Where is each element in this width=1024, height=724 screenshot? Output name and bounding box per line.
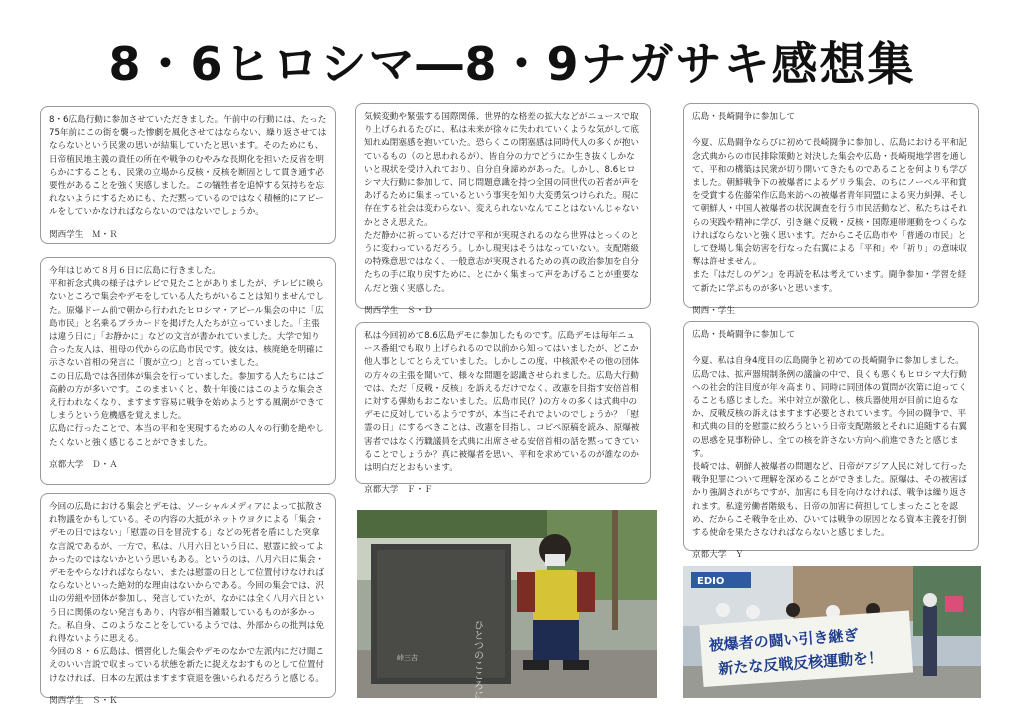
essay-text: 私は今回初めて8.6広島デモに参加したものです。広島デモは毎年ニュース番組でも取り上げられるので以前から知ってはいましたが、どこか他人事としてとらえていました。しかしこの度、中核派やその他の団体の方々の主張を聞いて、様々な問題を認識させられました。広島大行動では、ただ「反戦・反核」を訴えるだけでなく、改憲を目指す安倍首相に対する弾劾もおこないました。広島市民(？)の方々の多くは式典中のデモに反対しているようですが、本当にそれでよいのでしょうか？「慰霊の日」にするべきことは、改憲を目指し、コピペ原稿を読み、原爆被害者ではなく汚職議員を式典に出席させる安倍首相の話を黙ってきていることでしょうか？真に被爆者を思い、平和を求めているのが誰なのかは明白だとおもいます。 xyxy=(364,331,640,474)
essay-text: 気候変動や緊張する国際関係、世界的な格差の拡大などがニュースで取り上げられるたびに、私は未来が徐々に失われていくような気がして底知れぬ閉塞感を抱いていた。恐らくこの閉塞感は同時代人の多くが抱いているもの（のと思われるが）、皆自分の力でどうにか生き抜くしかないと現状を受け入れており、自分自身諦めがあった。しかし、8.6ヒロシマ大行動に参加して、同じ問題意識を持つ全国の同世代の若者が声をあげるために集まっているという事実を知り大変勇気つけられた。現に存在する社会は変わらない、変えられないなんてことはないんじゃないかとさえ思えた。 ただ静かに祈っているだけで平和が実現されるのなら世界はとっくのとうに変わっているだろう。しかし現実はそうはなっていない。支配階級の特殊意思ではなく、一般意志が実現されるための真の政治参加を自分たちの手に取り戻すために、とにかく集まって声をあげることが重要なんだと強く実感した。 xyxy=(364,112,640,294)
essay-card-2 xyxy=(40,257,336,485)
essay-signature: 関西学生 Ｓ・Ｋ xyxy=(49,695,118,706)
essay-text: 広島・長崎闘争に参加して 今夏、私は自身4度目の広島闘争と初めての長崎闘争に参加しました。広島では、拡声器規制条例の議論の中で、良くも悪くもヒロシマ大行動への社会的注目度が年々高まり、同時に同団体の質問が次第に迫ってくることも感じました。米中対立が激化し、核兵器使用が目前に迫るなか、反戦反核の訴えはますます必要とされています。今回の闘争で、平和式典の目的を慰霊に絞ろうという日帝支配階級とそれに追随する右翼の思惑を見事粉砕し、全ての核を許さない方向へ前進できたと感じます。 長崎では、朝鮮人被爆者の問題など、日帝がアジア人民に対して行った戦争犯罪について理解を深めることができました。原爆は、その被害ばかり強調されがちですが、加害にも目を向けなければ、戦争は繰り返されます。私達労働者階級も、日帝の加害に荷担してしまったことを認め、だからこそ戦争を止め、ひいては戦争の原因となる資本主義を打倒する使命を果たさなければならないと感じました。 xyxy=(692,330,968,539)
essay-signature: 関西・学生 xyxy=(692,305,735,316)
essay-text: 8・6広島行動に参加させていただきました。午前中の行動には、たった75年前にこの街を襲った惨劇を風化させてはならない、繰り返させてはならないという民衆の思いが結集していたと思います。そのためにも、日帝植民地主義の責任の所在や戦争のむやみな長期化を担いた反省を明らかにすることも、民衆の立場から反核・反核を断固として貫き通す必要性があることを強く実感しました。この犠牲者を追悼する気持ちを忘れないようにするためにも、ただ黙っているのではなく積極的にアピールをしていかなければならないのではないでしょうか。 xyxy=(49,115,327,218)
store-sign: EDIO xyxy=(697,576,725,587)
stone-signature: 峠三吉 xyxy=(397,654,418,662)
essay-card-5 xyxy=(355,322,651,496)
essay-signature: 京都大学 Ｆ・Ｆ xyxy=(364,485,433,496)
essay-card-3 xyxy=(40,493,336,706)
demonstration-banner-photo xyxy=(683,566,981,698)
essay-text: 今回の広島における集会とデモは、ソーシャルメディアによって拡散され物議をかもしている。その内容の大抵がネットウヨクによる「集会・デモの日ではない」「慰霊の日を冒涜する」などの死者を盾にした突拿な言説であるが、一方で、私は、八月六日という日に、慰霊に絞ってよかったのではないかという思いもある。というのは、八月六日に集会・デモをやらなければならない、または慰霊の日として位置付けなければならないといった絶対的な理由はないからである。今回の集会では、沢山の労組や団体が参加し、発言していたが、なかには全く八月六日という日に関係のない発言もあり、内容が相当雑駁しているものが多かった。私自身、このようなことをしているようでは、外部からの批判は免れ得ないように思える。 今回の８・６広島は、慣習化した集会やデモのなかで左派内にだけ聞こえのいい言説で収まっている状態を新たに捉えなおすものとして位置付けなければ、日本の左派はますます衰退を強いられるだろうと感じる。 xyxy=(49,502,325,684)
essay-card-6 xyxy=(683,103,979,316)
essay-card-4 xyxy=(355,103,651,316)
page-title: 8・6ヒロシマ―8・9ナガサキ感想集 xyxy=(108,37,916,91)
essay-card-1 xyxy=(40,106,336,244)
banner-line-1: 被爆者の闘い引き継ぎ xyxy=(708,626,860,655)
essay-card-7 xyxy=(683,321,979,561)
memorial-stone-photo xyxy=(357,510,657,698)
banner-line-2: 新たな反戦反核運動を！ xyxy=(717,648,884,678)
stone-inscription: ひとつのこころに xyxy=(471,620,483,700)
essay-signature: 京都大学 Ｙ xyxy=(692,550,744,561)
essay-signature: 京都大学 Ｄ・Ａ xyxy=(49,459,118,470)
essay-signature: 関西学生 Ｍ・Ｒ xyxy=(49,229,118,240)
essay-text: 広島・長崎闘争に参加して 今夏、広島闘争ならびに初めて長崎闘争に参加し、広島における平和記念式典からの市民排除策動と対決した集会や広島・長崎現地学習を通して、平和の構築は民衆が切り開いてきたものであることを何よりも学びました。朝鮮戦争下の被爆者によるゲリラ集会、のちにノーベル平和賞を受賞する佐藤栄作広島来訪への被爆者青年同盟による実力糾弾、そして朝鮮人・中国人被爆者の状況調査を行う市民活動など、私たちはそれらの実践や精神に学び、引き継ぐ反戦・反核・国際連帯運動をつくらなければならないと強く思います。だからこそ広島市や「普通の市民」として登場し集会妨害を行なった右翼による「平和」や「祈り」の意味収奪は許せません。 また『はだしのゲン』を再読を私は考えています。闘争参加・学習を経て新たに学ぶものが多いと思います。 xyxy=(692,112,968,294)
essay-text: 今年はじめて８月６日に広島に行きました。 平和祈念式典の様子はテレビで見たことがありましたが、テレビに映らないところで集会やデモをしている人たちがいることは知りませんでした。原爆ドーム前で朝から行われたヒロシマ・アピール集会の中に「広島市民」と名乗るプラカードを掲げた人たちが立っていました。「主張は違う日に」「お静かに」などの文言が書かれていました。大学で知り合った友人は、祖母の代からの広島市民です。彼女は、核廃絶を明確に示さない首相の発言に「腹が立つ」と言っていました。 この日広島では各団体が集会を行っていました。参加する人たちにはご高齢の方が多いです。このままいくと、数十年後にはこのような集会さえ行われなくなり、ますます容易に戦争を始めようとする風潮ができてしまうという危機感を覚えました。 広島に行ったことで、本当の平和を実現するための人々の行動を絶やしたくないと強く感じることができました。 xyxy=(49,266,325,448)
essay-signature: 関西学生 Ｓ・Ｄ xyxy=(364,305,433,316)
